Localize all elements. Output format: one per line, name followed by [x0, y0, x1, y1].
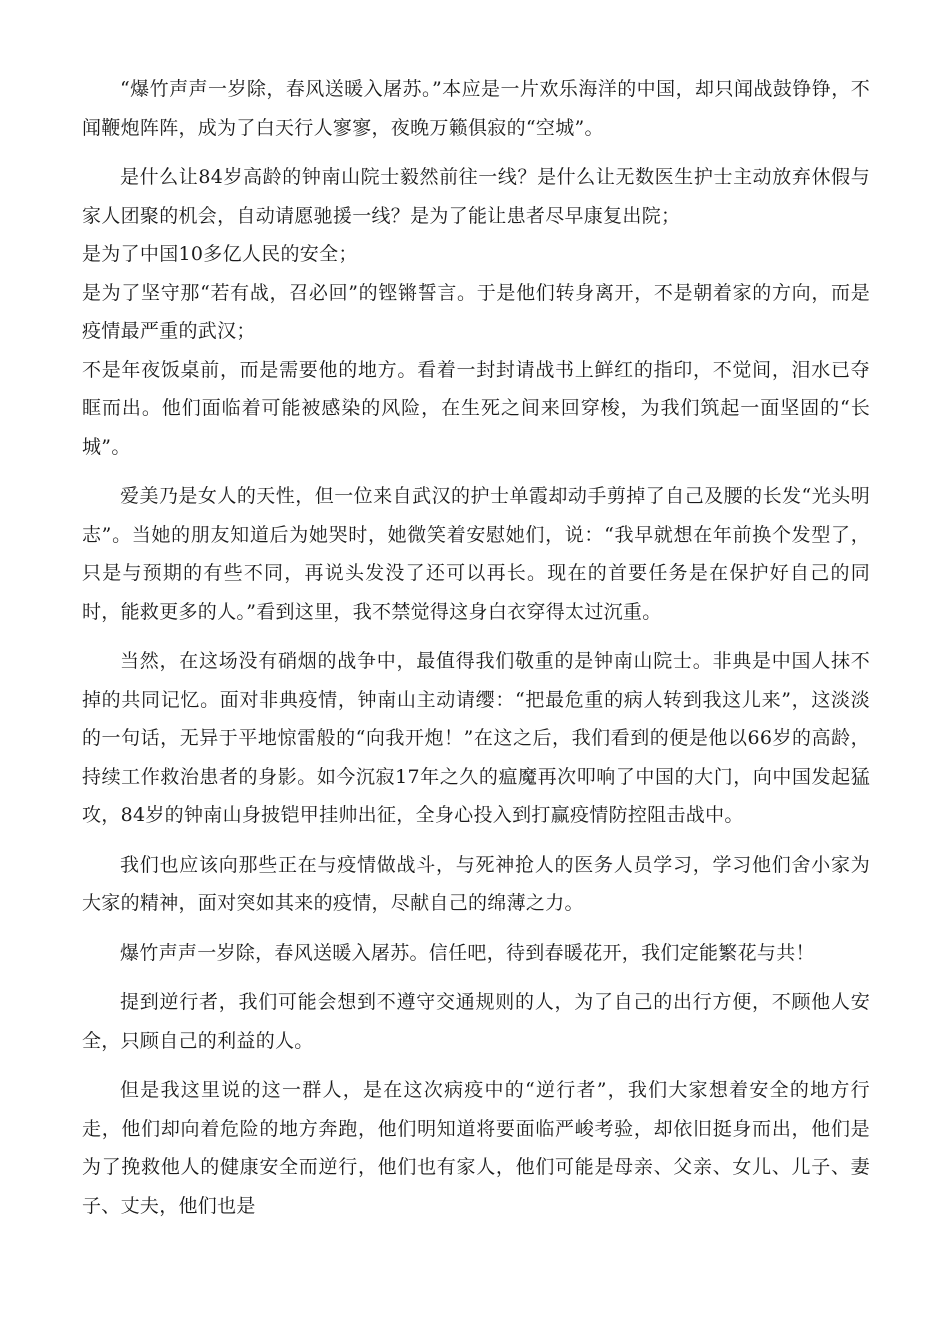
paragraph-oath: 是为了坚守那“若有战，召必回”的铿锵誓言。于是他们转身离开，不是朝着家的方向，而是疫情最严重的武汉； — [82, 281, 870, 342]
paragraph-retrograde-heroes: 但是我这里说的这一群人，是在这次病疫中的“逆行者”，我们大家想着安全的地方行走，他们却向着危险的地方奔跑，他们明知道将要面临严峻考验，却依旧挺身而出，他们是为了挽救他人的健康安全而逆行，他们也有家人，他们可能是母亲、父亲、女儿、儿子、妻子、丈夫，他们也是 — [82, 1079, 870, 1217]
paragraph-zhong-nanshan: 当然，在这场没有硝烟的战争中，最值得我们敬重的是钟南山院士。非典是中国人抹不掉的共同记忆。面对非典疫情，钟南山主动请缨：“把最危重的病人转到我这儿来”，这淡淡的一句话，无异于平地惊雷般的“向我开炮！”在这之后，我们看到的便是他以66岁的高龄，持续工作救治患者的身影。如今沉寂17年之久的瘟魔再次叩响了中国的大门，向中国发起猛攻，84岁的钟南山身披铠甲挂帅出征，全身心投入到打赢疫情防控阻击战中。 — [82, 650, 870, 826]
paragraph-great-wall: 不是年夜饭桌前，而是需要他的地方。看着一封封请战书上鲜红的指印，不觉间，泪水已夺眶而出。他们面临着可能被感染的风险，在生死之间来回穿梭，为我们筑起一面坚固的“长城”。 — [82, 358, 870, 458]
document-page — [82, 70, 870, 1225]
paragraph-retrograde-traffic: 提到逆行者，我们可能会想到不遵守交通规则的人，为了自己的出行方便，不顾他人安全，只顾自己的利益的人。 — [82, 991, 870, 1052]
paragraph-learn-from-medics: 我们也应该向那些正在与疫情做战斗，与死神抢人的医务人员学习，学习他们舍小家为大家的精神，面对突如其来的疫情，尽献自己的绵薄之力。 — [82, 853, 870, 914]
paragraph-why-frontline: 是什么让84岁高龄的钟南山院士毅然前往一线？是什么让无数医生护士主动放弃休假与家人团聚的机会，自动请愿驰援一线？是为了能让患者尽早康复出院； — [82, 166, 870, 227]
paragraph-nurse-shanxia: 爱美乃是女人的天性，但一位来自武汉的护士单霞却动手剪掉了自己及腰的长发“光头明志”。当她的朋友知道后为她哭时，她微笑着安慰她们，说：“我早就想在年前换个发型了，只是与预期的有些不同，再说头发没了还可以再长。现在的首要任务是在保护好自己的同时，能救更多的人。”看到这里，我不禁觉得这身白衣穿得太过沉重。 — [82, 485, 870, 623]
paragraph-people-safety: 是为了中国10多亿人民的安全； — [82, 243, 358, 265]
paragraph-spring-festival: “爆竹声声一岁除，春风送暖入屠苏。”本应是一片欢乐海洋的中国，却只闻战鼓铮铮，不闻鞭炮阵阵，成为了白天行人寥寥，夜晚万籁俱寂的“空城”。 — [82, 78, 870, 139]
paragraph-spring-blossom: 爆竹声声一岁除，春风送暖入屠苏。信任吧，待到春暖花开，我们定能繁花与共！ — [120, 941, 815, 964]
